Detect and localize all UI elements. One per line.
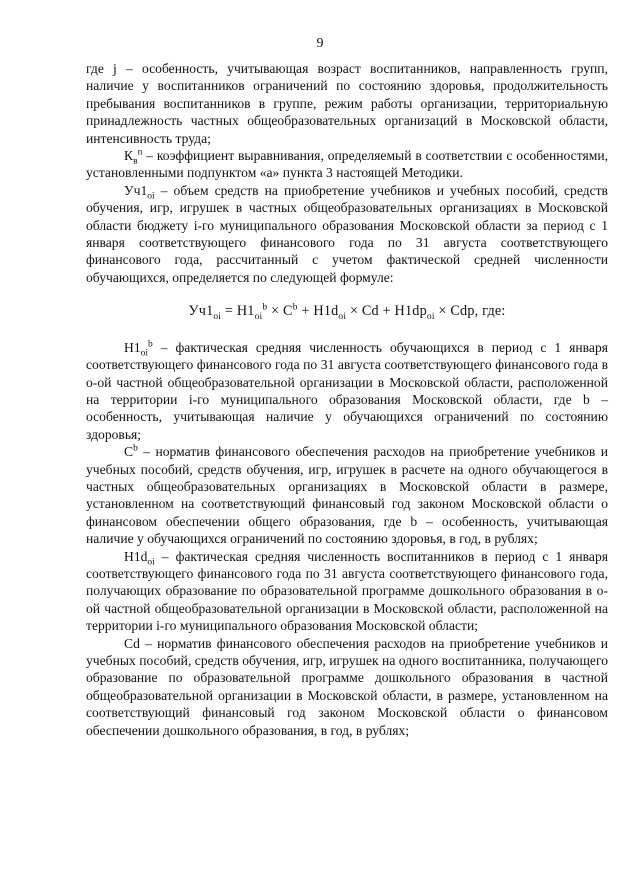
symbol-h1: $Н1_{oi}^b$: [124, 339, 153, 359]
document-body: [86, 60, 608, 739]
paragraph-k-coefficient: $К_в^n$ – коэффициент выравнивания, определяемый в соответствии с особенностями, установленными подпунктом «а» пункта 3 настоящей Методики.: [86, 147, 608, 181]
paragraph-j-definition: где j – особенность, учитывающая возраст воспитанников, направленность групп, наличие у воспитанников ограничений по состоянию здоровья, продолжительность пребывания воспитанников в группе, режим работы организации, территориальную принадлежность частных общеобразовательных организаций в Московской области, интенсивность труда;: [86, 61, 608, 146]
paragraph-c-definition: $С^b$ – норматив финансового обеспечения расходов на приобретение учебников и учебных пособий, средств обучения, игр, игрушек в расчете на одного обучающегося в частных общеобразовательных организациях в Московской области в размере, установленном на соответствующий финансовый год законом Московской области о финансовом обеспечении общего образования, где b – особенность, учитывающая наличие у обучающихся ограничений по состоянию здоровья, в год, в рублях;: [86, 443, 609, 547]
symbol-cd: Cd: [124, 635, 140, 651]
symbol-c: $С^b$: [124, 443, 138, 460]
symbol-k: $К_в^n$: [124, 147, 143, 167]
paragraph-h1-definition: $Н1_{oi}^b$ – фактическая средняя численность обучающихся в период с 1 января соответствующего финансового года по 31 августа соответствующего финансового года в о-ой частной общеобразовательной организации в Московской области, расположенной на территории i-го муниципального образования Московской области, где b – особенность, учитывающая наличие у обучающихся ограничений по состоянию здоровья;: [86, 339, 609, 442]
formula: $Уч1_{oi} = Н1_{oi}^b \times С^b + Н1d_{oi} \times Cd + Н1dp_{oi}$ × Cdp, где:: [188, 302, 506, 323]
paragraph-cd-definition: Cd – норматив финансового обеспечения расходов на приобретение учебников и учебных пособий, средств обучения, игр, игрушек на одного воспитанника, получающего образование по образовательной программе дошкольного образования в частной общеобразовательной организации в Московской области, в размере, установленном на соответствующий финансовый год законом Московской области о финансовом обеспечении дошкольного образования, в год, в рублях;: [86, 635, 608, 738]
symbol-h1d: $Н1d_{oi}$: [124, 548, 155, 568]
page-number: 9: [316, 36, 324, 51]
symbol-uch: $Уч1_{oi}$: [124, 182, 155, 202]
paragraph-uch-definition: $Уч1_{oi}$ – объем средств на приобретение учебников и учебных пособий, средств обучения, игр, игрушек в частных общеобразовательных организациях в Московской области бюджету i-го муниципального образования Московской области за период с 1 января соответствующего финансового года по 31 августа соответствующего финансового года, рассчитанный с учетом фактической средней численности обучающихся, определяется по следующей формуле:: [86, 182, 608, 285]
paragraph-h1d-definition: $Н1d_{oi}$ – фактическая средняя численность воспитанников в период с 1 января соответствующего финансового года по 31 августа соответствующего финансового года, получающих образование по образовательной программе дошкольного образования в о-ой частной общеобразовательной организации в Московской области, расположенной на территории i-го муниципального образования Московской области;: [86, 548, 608, 634]
